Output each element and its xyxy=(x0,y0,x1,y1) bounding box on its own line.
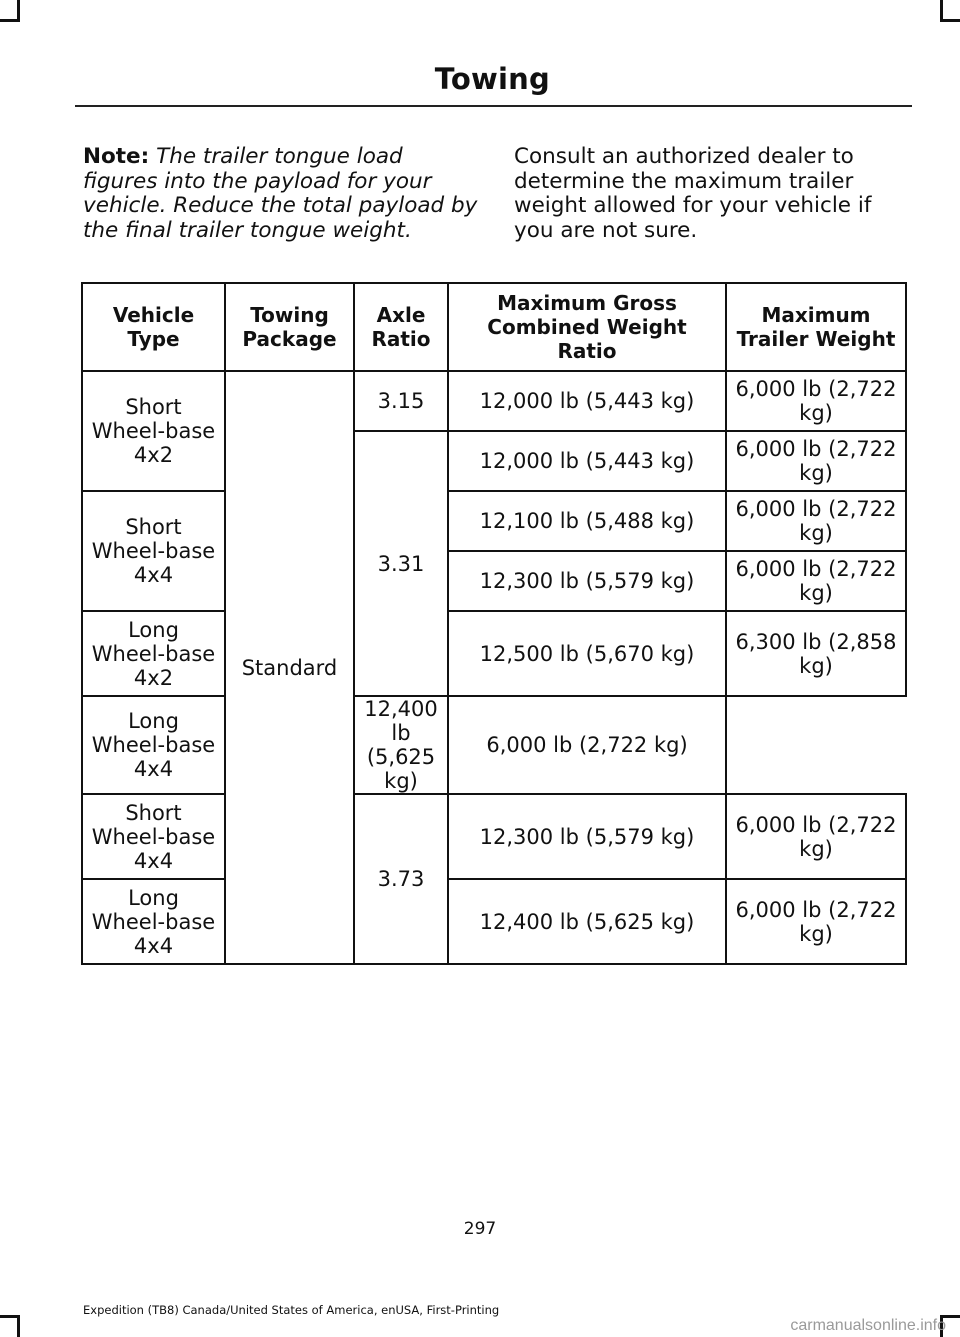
gcwr-cell: 12,100 lb (5,488 kg) xyxy=(448,491,726,551)
towing-package-cell: Standard xyxy=(225,371,354,964)
max-trailer-cell: 6,000 lb (2,722 kg) xyxy=(726,431,906,491)
axle-ratio-cell: 3.15 xyxy=(354,371,448,431)
max-trailer-cell: 6,000 lb (2,722 kg) xyxy=(726,491,906,551)
header-gcwr: Maximum Gross Combined Weight Ratio xyxy=(448,283,726,371)
note-text: The trailer tongue load figures into the payload for your vehicle. Reduce the total payload by the final trailer tongue weight. xyxy=(83,144,478,243)
crop-mark xyxy=(940,19,960,22)
edition-footer: Expedition (TB8) Canada/United States of America, enUSA, First-Printing xyxy=(83,1303,500,1317)
gcwr-cell: 12,000 lb (5,443 kg) xyxy=(448,431,726,491)
gcwr-cell: 12,000 lb (5,443 kg) xyxy=(448,371,726,431)
vehicle-type-cell: Short Wheel-base 4x4 xyxy=(82,794,225,879)
note-paragraph xyxy=(83,145,478,243)
crop-mark xyxy=(17,1315,20,1337)
title-divider xyxy=(75,105,912,107)
page-number: 297 xyxy=(463,1219,497,1239)
table-row xyxy=(82,696,906,794)
vehicle-type-cell: Long Wheel-base 4x4 xyxy=(82,879,225,964)
dealer-paragraph: Consult an authorized dealer to determine the maximum trailer weight allowed for your vehicle if you are not sure. xyxy=(514,144,872,243)
gcwr-cell: 12,400 lb (5,625 kg) xyxy=(448,879,726,964)
gcwr-cell: 12,300 lb (5,579 kg) xyxy=(448,551,726,611)
axle-ratio-cell: 3.31 xyxy=(354,431,448,696)
header-max-trailer-weight: Maximum Trailer Weight xyxy=(726,283,906,371)
header-towing-package: Towing Package xyxy=(225,283,354,371)
table-header-row xyxy=(82,283,906,371)
gcwr-cell: 12,500 lb (5,670 kg) xyxy=(448,611,726,696)
crop-mark xyxy=(0,19,20,22)
page-title: Towing xyxy=(434,62,550,96)
header-vehicle-type: Vehicle Type xyxy=(82,283,225,371)
table-row xyxy=(82,491,906,551)
gcwr-cell: 12,300 lb (5,579 kg) xyxy=(448,794,726,879)
max-trailer-cell: 6,000 lb (2,722 kg) xyxy=(726,794,906,879)
table-row xyxy=(82,371,906,431)
vehicle-type-cell: Short Wheel-base 4x4 xyxy=(82,491,225,611)
max-trailer-cell: 6,000 lb (2,722 kg) xyxy=(448,696,726,794)
table-row xyxy=(82,794,906,879)
watermark: carmanualsonline.info xyxy=(790,1317,946,1334)
max-trailer-cell: 6,300 lb (2,858 kg) xyxy=(726,611,906,696)
crop-mark xyxy=(0,1315,20,1318)
max-trailer-cell: 6,000 lb (2,722 kg) xyxy=(726,551,906,611)
vehicle-type-cell: Long Wheel-base 4x2 xyxy=(82,611,225,696)
axle-ratio-cell: 3.73 xyxy=(354,794,448,964)
vehicle-type-cell: Long Wheel-base 4x4 xyxy=(82,696,225,794)
table-row xyxy=(82,611,906,696)
table-row xyxy=(82,879,906,964)
max-trailer-cell: 6,000 lb (2,722 kg) xyxy=(726,371,906,431)
gcwr-cell: 12,400 lb (5,625 kg) xyxy=(354,696,448,794)
vehicle-type-cell: Short Wheel-base 4x2 xyxy=(82,371,225,491)
note-label: Note: xyxy=(83,144,150,169)
header-axle-ratio: Axle Ratio xyxy=(354,283,448,371)
max-trailer-cell: 6,000 lb (2,722 kg) xyxy=(726,879,906,964)
towing-table xyxy=(81,282,907,965)
